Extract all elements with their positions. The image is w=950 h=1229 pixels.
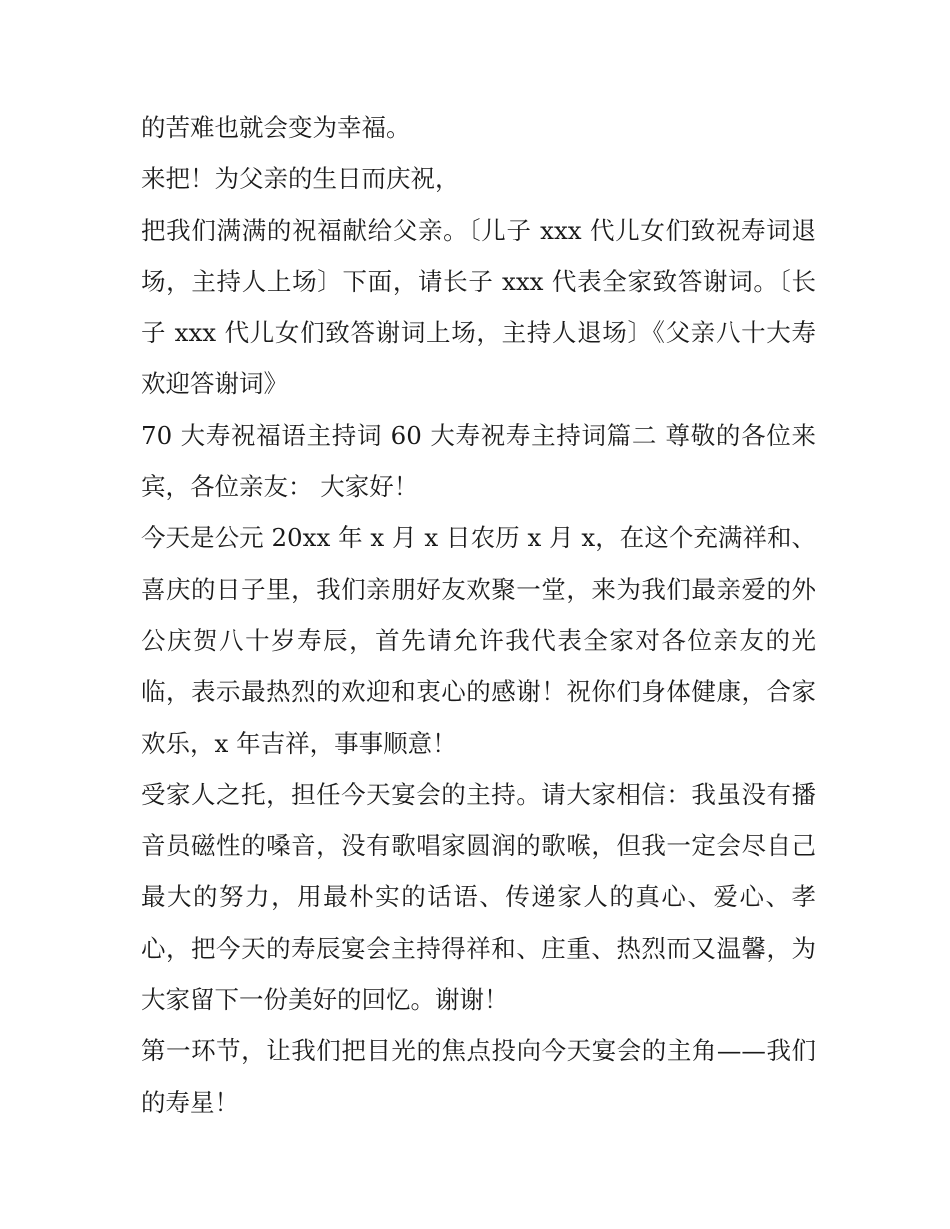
paragraph-5: 今天是公元 20xx 年 x 月 x 日农历 x 月 x，在这个充满祥和、喜庆的日子里，我们亲朋好友欢聚一堂，来为我们最亲爱的外公庆贺八十岁寿辰，首先请允许我代表全家对各位亲友的光临，表示最热烈的欢迎和衷心的感谢！祝你们身体健康，合家欢乐，x 年吉祥，事事顺意！ bbox=[141, 523, 816, 758]
paragraph-4: 70 大寿祝福语主持词 60 大寿祝寿主持词篇二 尊敬的各位来宾，各位亲友： 大家好！ bbox=[141, 420, 816, 502]
paragraph-7: 第一环节，让我们把目光的焦点投向今天宴会的主角——我们的寿星！ bbox=[141, 1036, 816, 1117]
paragraph-2: 来把！为父亲的生日而庆祝， bbox=[141, 164, 460, 194]
paragraph-3: 把我们满满的祝福献给父亲。〔儿子 xxx 代儿女们致祝寿词退场，主持人上场〕下面，请长子 xxx 代表全家致答谢词。〔长子 xxx 代儿女们致答谢词上场，主持人退场〕《父亲八十大寿欢迎答谢词》 bbox=[141, 215, 816, 399]
document-body bbox=[141, 102, 816, 1128]
paragraph-6: 受家人之托，担任今天宴会的主持。请大家相信：我虽没有播音员磁性的嗓音，没有歌唱家圆润的歌喉，但我一定会尽自己最大的努力，用最朴实的话语、传递家人的真心、爱心、孝心，把今天的寿辰宴会主持得祥和、庄重、热烈而又温馨，为大家留下一份美好的回忆。谢谢！ bbox=[141, 779, 816, 1015]
paragraph-1: 的苦难也就会变为幸福。 bbox=[141, 113, 411, 142]
